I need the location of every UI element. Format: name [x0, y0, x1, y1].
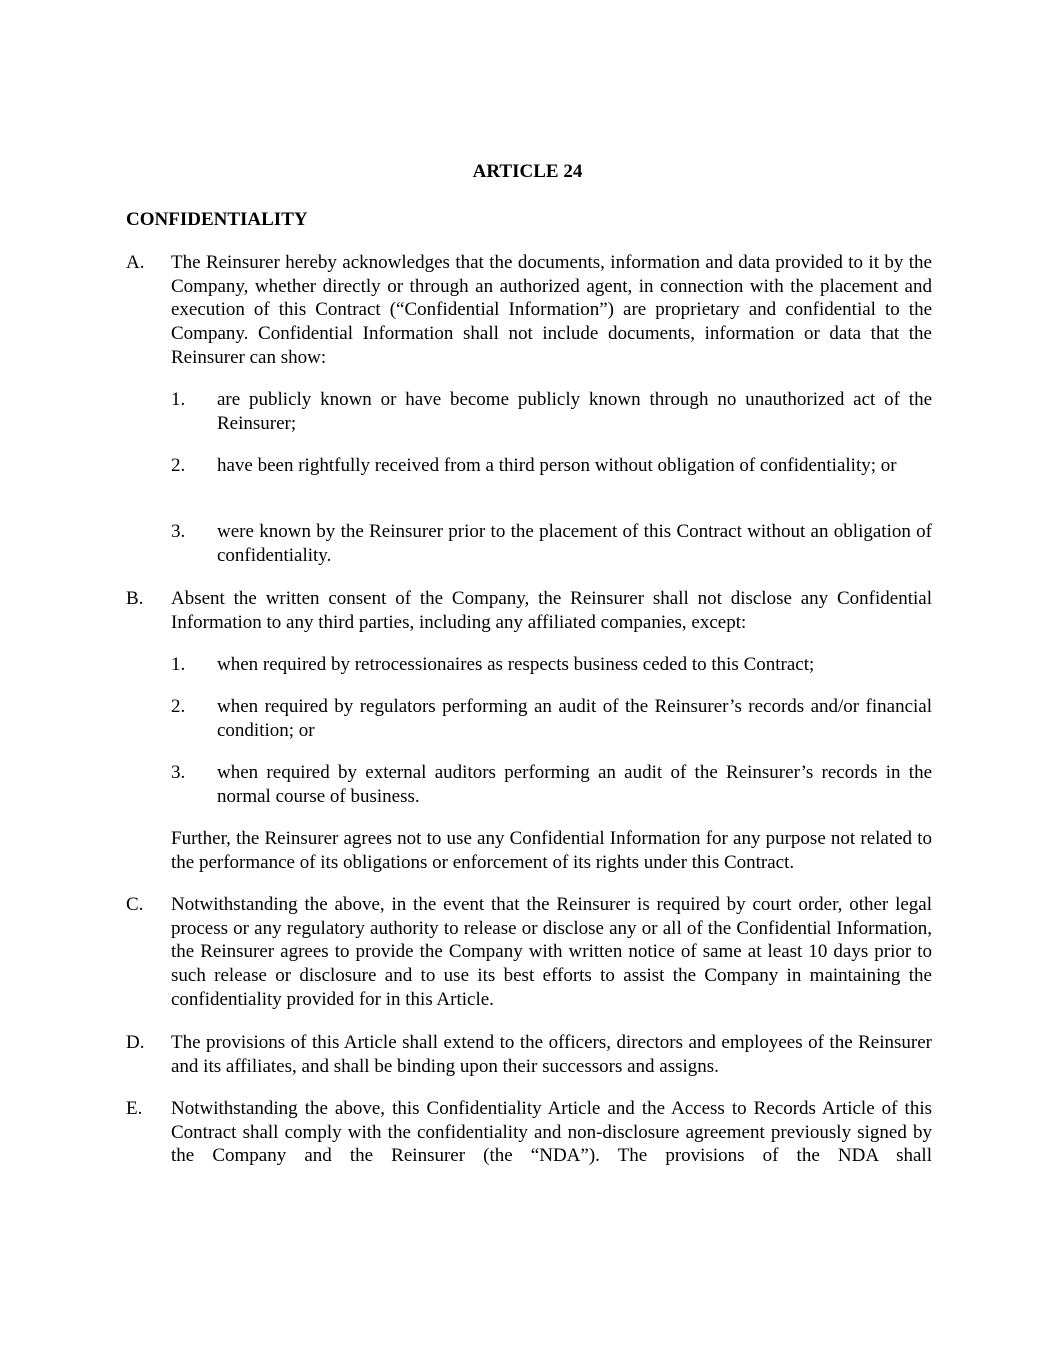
- section-b: [126, 587, 932, 634]
- section-title: CONFIDENTIALITY: [126, 209, 308, 230]
- section-e: [126, 1097, 932, 1168]
- list-item-label: 2.: [171, 696, 186, 717]
- section-b-further-text: Further, the Reinsurer agrees not to use any Confidential Information for any purpose not related to the performance of its obligations or enforcement of its rights under this Contract.: [171, 828, 932, 873]
- section-a: [126, 251, 932, 370]
- section-a-item-2: [171, 454, 932, 478]
- section-c-label: C.: [126, 894, 144, 915]
- section-e-text: Notwithstanding the above, this Confidentiality Article and the Access to Records Article of this Contract shall comply with the confidentiality and non-disclosure agreement previously signed by the Company and the Reinsurer (the “NDA”). The provisions of the NDA shall: [171, 1098, 932, 1167]
- list-item-text: were known by the Reinsurer prior to the placement of this Contract without an obligation of confidentiality.: [217, 521, 932, 566]
- section-e-label: E.: [126, 1098, 143, 1119]
- list-item-text: are publicly known or have become publicly known through no unauthorized act of the Reinsurer;: [217, 389, 932, 434]
- section-d: [126, 1031, 932, 1078]
- section-d-label: D.: [126, 1032, 145, 1053]
- section-c: [126, 893, 932, 1012]
- list-item-text: when required by retrocessionaires as respects business ceded to this Contract;: [217, 654, 815, 675]
- list-item-label: 2.: [171, 455, 186, 476]
- section-c-text: Notwithstanding the above, in the event that the Reinsurer is required by court order, other legal process or any regulatory authority to release or disclose any or all of the Confidential Information, the Reinsurer agrees to provide the Company with written notice of same at least 10 days prior to such release or disclosure and to use its best efforts to assist the Company in maintaining the confidentiality provided for in this Article.: [171, 894, 932, 1010]
- article-title: ARTICLE 24: [472, 161, 583, 182]
- section-a-item-1: [171, 388, 932, 435]
- list-item-label: 1.: [171, 389, 186, 410]
- section-d-text: The provisions of this Article shall extend to the officers, directors and employees of the Reinsurer and its affiliates, and shall be binding upon their successors and assigns.: [171, 1032, 932, 1077]
- section-b-item-3: [171, 761, 932, 808]
- list-item-text: when required by external auditors performing an audit of the Reinsurer’s records in the normal course of business.: [217, 762, 932, 807]
- section-b-text: Absent the written consent of the Company, the Reinsurer shall not disclose any Confidential Information to any third parties, including any affiliated companies, except:: [171, 588, 932, 633]
- section-a-label: A.: [126, 252, 145, 273]
- list-item-label: 3.: [171, 521, 186, 542]
- list-item-text: have been rightfully received from a third person without obligation of confidentiality; or: [217, 455, 897, 476]
- list-item-text: when required by regulators performing an audit of the Reinsurer’s records and/or financial condition; or: [217, 696, 932, 741]
- list-item-label: 1.: [171, 654, 186, 675]
- list-item-label: 3.: [171, 762, 186, 783]
- section-b-item-2: [171, 695, 932, 742]
- section-b-label: B.: [126, 588, 144, 609]
- section-b-item-1: [171, 653, 932, 677]
- section-a-text: The Reinsurer hereby acknowledges that the documents, information and data provided to it by the Company, whether directly or through an authorized agent, in connection with the placement and execution of this Contract (“Confidential Information”) are proprietary and confidential to the Company. Confidential Information shall not include documents, information or data that the Reinsurer can show:: [171, 252, 932, 368]
- section-a-item-3: [171, 520, 932, 567]
